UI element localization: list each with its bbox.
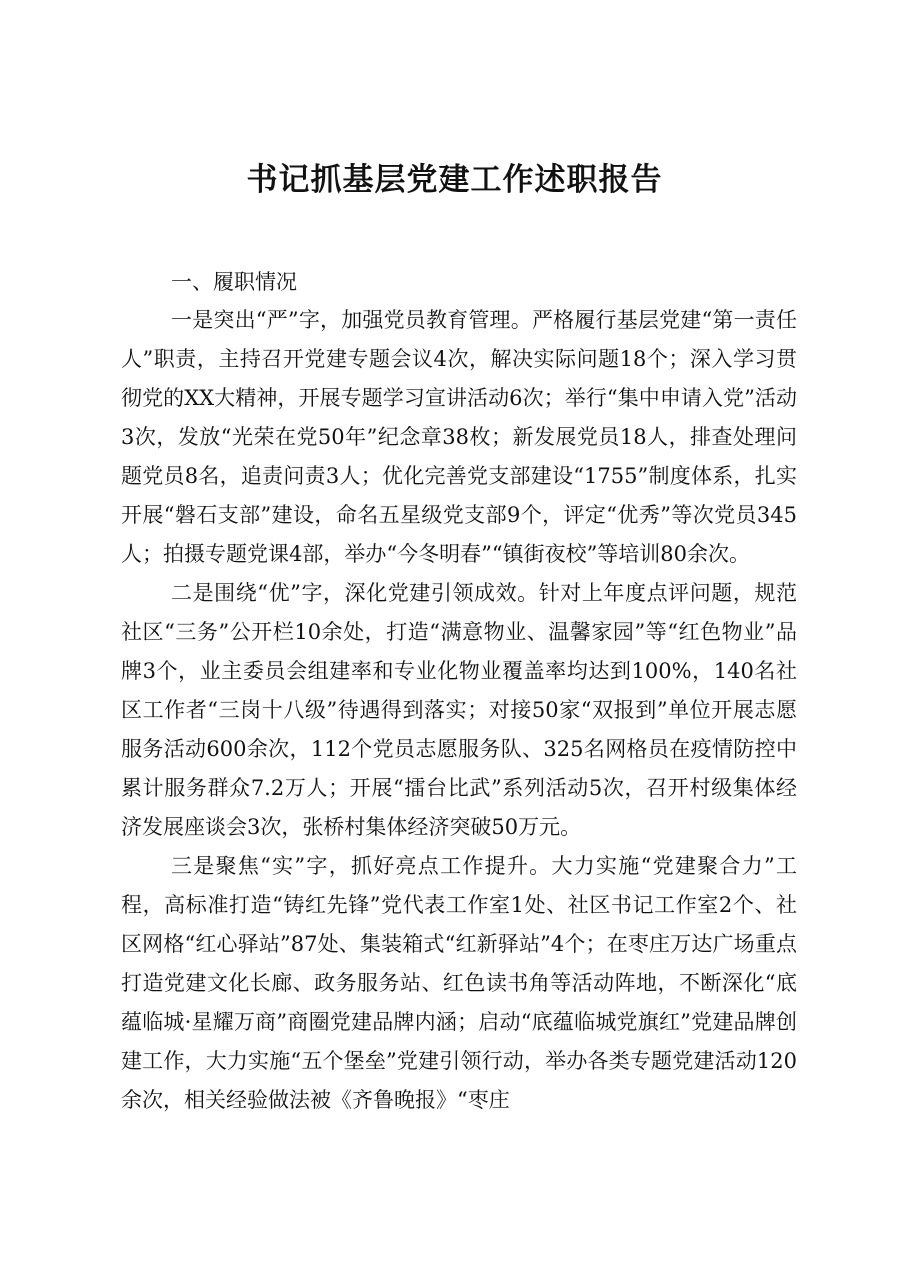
paragraph-party-leadership: 二是围绕“优”字，深化党建引领成效。针对上年度点评问题，规范社区“三务”公开栏10余处，打造“满意物业、温馨家园”等“红色物业”品牌3个，业主委员会组建率和专业化物业覆盖率均达到100%，140名社区工作者“三岗十八级”待遇得到落实；对接50家“双报到”单位开展志愿服务活动600余次，112个党员志愿服务队、325名网格员在疫情防控中累计服务群众7.2万人；开展“擂台比武”系列活动5次，召开村级集体经济发展座谈会3次，张桥村集体经济突破50万元。 bbox=[121, 581, 797, 839]
paragraph-highlight-work: 三是聚焦“实”字，抓好亮点工作提升。大力实施“党建聚合力”工程，高标准打造“铸红先锋”党代表工作室1处、社区书记工作室2个、社区网格“红心驿站”87处、集装箱式“红新驿站”4个；在枣庄万达广场重点打造党建文化长廊、政务服务站、红色读书角等活动阵地，不断深化“底蕴临城·星耀万商”商圈党建品牌内涵；启动“底蕴临城党旗红”党建品牌创建工作，大力实施“五个堡垒”党建引领行动，举办各类专题党建活动120余次，相关经验做法被《齐鲁晚报》“枣庄 bbox=[121, 854, 797, 1112]
paragraph-strict-education: 一是突出“严”字，加强党员教育管理。严格履行基层党建“第一责任人”职责，主持召开党建专题会议4次，解决实际问题18个；深入学习贯彻党的XX大精神，开展专题学习宣讲活动6次；举行“集中申请入党”活动3次，发放“光荣在党50年”纪念章38枚；新发展党员18人，排查处理问题党员8名，追责问责3人；优化完善党支部建设“1755”制度体系，扎实开展“磐石支部”建设，命名五星级党支部9个，评定“优秀”等次党员345人；拍摄专题党课4部，举办“今冬明春”“镇街夜校”等培训80余次。 bbox=[121, 308, 797, 566]
document-title: 书记抓基层党建工作述职报告 bbox=[246, 162, 663, 198]
section-heading: 一、履职情况 bbox=[171, 270, 297, 294]
document-body bbox=[121, 263, 797, 1120]
